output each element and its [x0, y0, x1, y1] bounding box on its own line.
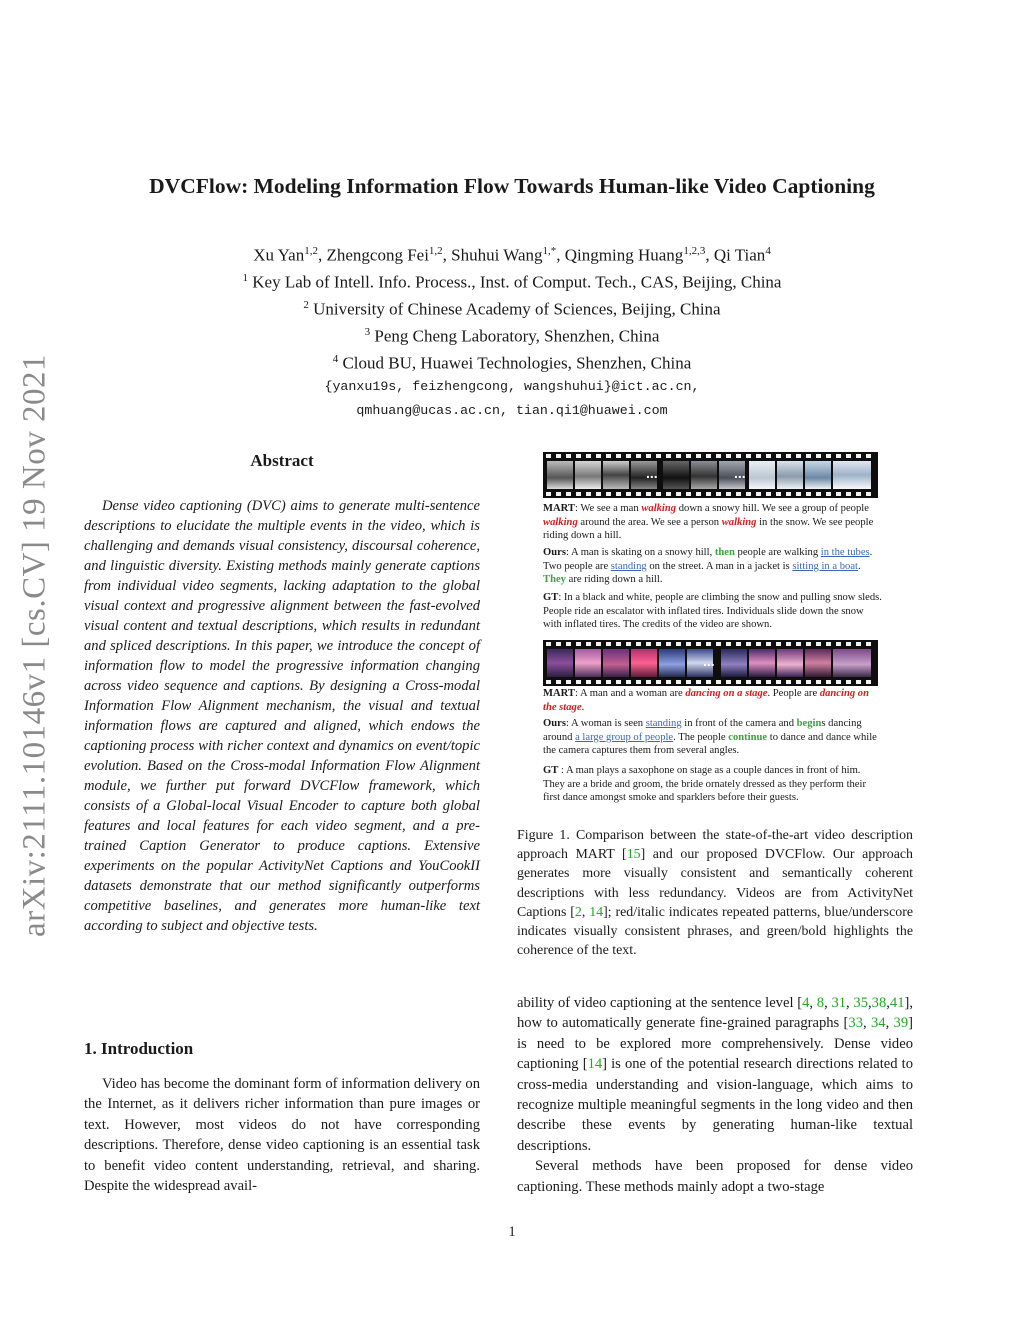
citation-link[interactable]: 34	[870, 1015, 886, 1032]
fig1-gt-caption-2: GT : A man plays a saxophone on stage as a couple dances in front of him. They are a bride and groom, the bride ornately dressed as they perform their first dance amongst smoke and sparklers before their guests.	[543, 765, 866, 804]
citation-link[interactable]: 35	[853, 995, 868, 1011]
ellipsis: ...	[703, 653, 715, 669]
video-frame	[659, 649, 685, 677]
citation-link[interactable]: 4	[802, 995, 810, 1011]
fig1-ours-caption: Ours: A man is skating on a snowy hill, then people are walking in the tubes. Two people are standing on the street. A man in a jacket is sitting in a boat. They are riding down a hill.	[543, 547, 873, 586]
video-frame	[663, 461, 689, 489]
citation-link[interactable]: 14	[587, 1056, 603, 1073]
video-frame	[547, 649, 573, 677]
paragraph: Several methods have been proposed for dense video captioning. These methods mainly adopt a two-stage	[517, 1158, 913, 1195]
author-sep: ,	[442, 245, 452, 265]
fig1-mart-caption-2: MART: A man and a woman are dancing on a stage. People are dancing on the stage.	[543, 688, 869, 713]
citation-link[interactable]: 33	[848, 1015, 864, 1032]
video-frame	[805, 461, 831, 489]
citation-link[interactable]: 39	[893, 1015, 909, 1032]
author-name: Xu Yan	[253, 245, 305, 265]
video-frame	[575, 649, 601, 677]
author-sep: ,	[556, 245, 565, 265]
abstract-heading: Abstract	[250, 451, 314, 470]
citation-link[interactable]: 31	[831, 995, 847, 1011]
author-affil-sup: 1,2	[428, 245, 443, 257]
author-name: Shuhui Wang	[451, 245, 543, 265]
affiliation-3: $^3$ Peng Cheng Laboratory, Shenzhen, China	[364, 325, 660, 346]
arxiv-side-label: arXiv:2111.10146v1 [cs.CV] 19 Nov 2021	[16, 354, 53, 937]
video-frame	[777, 649, 803, 677]
video-frame	[721, 649, 747, 677]
video-filmstrip-1	[543, 452, 878, 498]
author-sep: ,	[317, 245, 327, 265]
author-sep: ,	[705, 245, 714, 265]
video-frame	[805, 649, 831, 677]
video-frame	[631, 649, 657, 677]
affiliation-1: $^1$ Key Lab of Intell. Info. Process., Inst. of Comput. Tech., CAS, Beijing, China	[242, 271, 782, 292]
author-affil-sup: 4	[765, 245, 771, 257]
citation-link[interactable]: 8	[816, 995, 825, 1011]
author-affil-sup: 1,2	[304, 245, 318, 257]
author-block	[0, 240, 1024, 423]
citation-link[interactable]: 2	[574, 904, 582, 920]
abstract-text: Dense video captioning (DVC) aims to generate multi-sentence descriptions to elucidate the multiple events in the video, which is challenging and demands visual consistency, discoursal coherence, and linguistic diversity. Existing methods mainly generate captions from individual video segments, lacking adaptation to the global visual context and progressive alignment between the fast-evolved visual content and textual descriptions, which results in redundant and spliced descriptions. In this paper, we introduce the concept of information flow to model the progressive information changing across video sequence and captions. By designing a Cross-modal Information Flow Alignment mechanism, the visual and textual information flows are captured and aligned, which endows the captioning process with richer context and dynamics on event/topic evolution. Based on the Cross-modal Information Flow Alignment module, we further put forward DVCFlow framework, which consists of a Global-local Visual Encoder to capture both global features and local features for each video segment, and a pre-trained Caption Generator to produce captions. Extensive experiments on the popular ActivityNet Captions and YouCookII datasets demonstrate that our method significantly outperforms competitive baselines, and generates more human-like text according to subject and objective tests.	[84, 498, 480, 934]
author-affil-sup: 1,*	[542, 245, 557, 257]
author-affil-sup: 1,2,3	[683, 245, 706, 257]
citation-link[interactable]: 14	[589, 904, 604, 920]
video-frame	[547, 461, 573, 489]
figure-1-caption: Figure 1. Comparison between the state-of-the-art video description approach MART [15] and our proposed DVCFlow. Our approach generates more visually consistent and semantically coherent descriptions with less redundancy. Videos are from ActivityNet Captions [2, 14]; red/italic indicates repeated patterns, blue/underscore indicates visually consistent phrases, and green/bold highlights the coherence of the text.	[517, 828, 913, 959]
intro-paragraph: Video has become the dominant form of information delivery on the Internet, as it delivers richer information than pure images or text. However, most videos do not have corresponding descriptions. Therefore, dense video captioning is an essential task to benefit video content understanding, retrieval, and sharing. Despite the widespread avail-	[84, 1076, 480, 1195]
intro-heading: 1. Introduction	[84, 1039, 194, 1058]
ellipsis: ...	[646, 465, 658, 481]
email-line-2: qmhuang@ucas.ac.cn, tian.qi1@huawei.com	[356, 402, 668, 418]
author-name: Zhengcong Fei	[326, 245, 429, 265]
video-frame	[603, 649, 629, 677]
video-filmstrip-2	[543, 640, 878, 686]
affiliation-4: $^4$ Cloud BU, Huawei Technologies, Shenzhen, China	[332, 352, 692, 373]
paragraph: ability of video captioning at the sentence level [4, 8, 31, 35,38,41], how to automatically generate fine-grained paragraphs [33, 34, 39] is need to be explored more comprehensively. Dense video captioning [14] is one of the potential research directions related to cross-media understanding and vision-language, which aims to recognize multiple meaningful segments in the long video and then describe these events by generating human-like textual descriptions.	[517, 995, 914, 1154]
fig1-gt-caption: GT: In a black and white, people are climbing the snow and pulling snow sleds. People ride an escalator with inflated tires. Individuals slide down the snow with inflated tires. The credits of the video are shown.	[543, 592, 882, 631]
paper-title: DVCFlow: Modeling Information Flow Towards Human-like Video Captioning	[149, 174, 875, 198]
author-names	[0, 240, 1024, 267]
video-frame	[833, 461, 871, 489]
citation-link[interactable]: 41	[889, 995, 905, 1011]
video-frame	[833, 649, 871, 677]
video-frame	[575, 461, 601, 489]
author-name: Qi Tian	[713, 245, 766, 265]
video-frame	[691, 461, 717, 489]
video-frame	[603, 461, 629, 489]
page-number: 1	[508, 1224, 516, 1240]
ellipsis: ...	[734, 465, 746, 481]
email-line-1: {yanxu19s, feizhengcong, wangshuhui}@ict.ac.cn,	[324, 378, 700, 394]
video-frame	[777, 461, 803, 489]
author-name: Qingming Huang	[564, 245, 684, 265]
right-column-text	[517, 993, 913, 1197]
affiliation-2: $^2$ University of Chinese Academy of Sciences, Beijing, China	[303, 298, 721, 319]
fig1-mart-caption: MART: We see a man walking down a snowy hill. We see a group of people walking around the area. We see a person walking in the snow. We see people riding down a hill.	[543, 503, 874, 542]
fig1-ours-caption-2: Ours: A woman is seen standing in front of the camera and begins dancing around a large group of people. The people continue to dance and dance while the camera captures them from several angles.	[543, 718, 877, 757]
citation-link[interactable]: 38	[871, 995, 887, 1011]
video-frame	[749, 649, 775, 677]
video-frame	[749, 461, 775, 489]
citation-link[interactable]: 15	[626, 847, 641, 863]
